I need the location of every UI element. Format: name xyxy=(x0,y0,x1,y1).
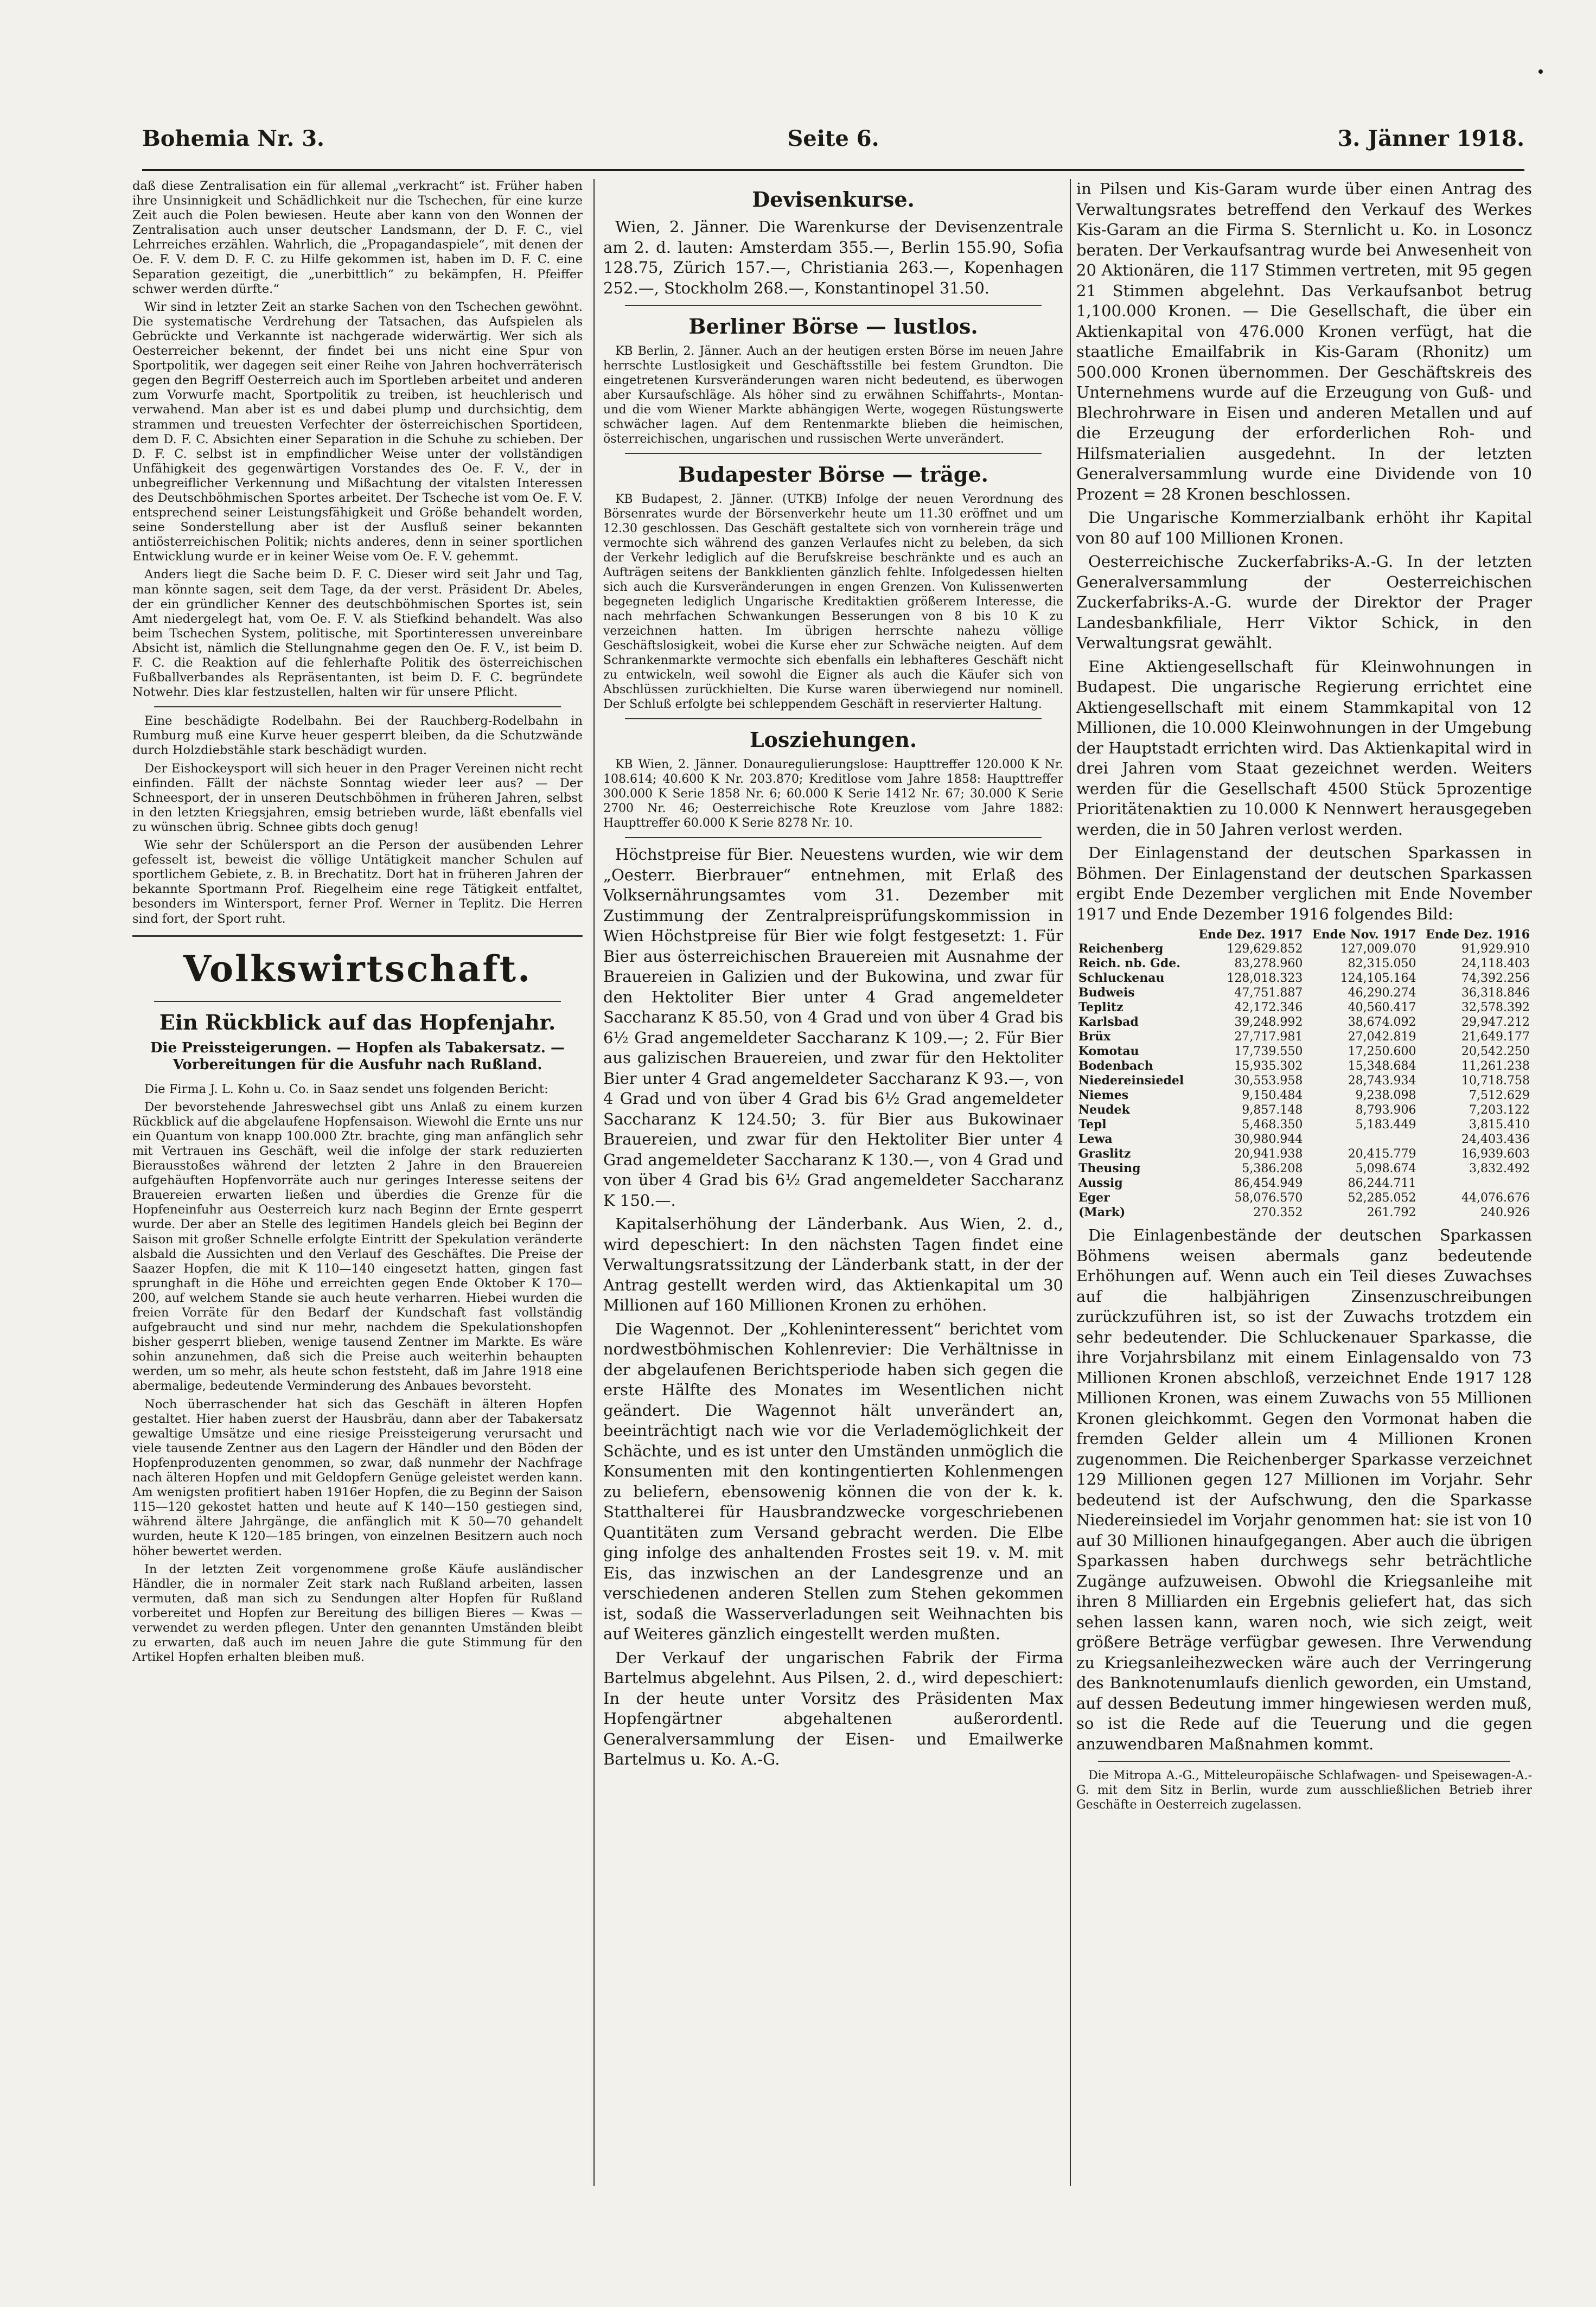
table-row xyxy=(1076,971,1532,986)
article-paragraph: Noch überraschender hat sich das Geschäft in älteren Hopfen gestaltet. Hier haben zuerst der Hausbräu, dann aber der Tabakersatz gewaltige Umsätze und eine riesige Preissteigerung verursacht und viele tausende Zentner aus den Lagern der Händler und den Böden der Hopfenproduzenten genommen, so zwar, daß nunmehr der Nachfrage nach älteren Hopfen und mit Geldopfern Genüge geleistet werden kann. Am wenigsten profitiert haben 1916er Hopfen, die zu Beginn der Saison 115—120 gekostet hatten und heute auf K 140—150 gestiegen sind, während ältere Jahrgänge, die anfänglich mit K 50—70 gehandelt wurden, heute K 120—185 bringen, von einzelnen Besitzern auch noch höher bewertet werden. xyxy=(132,1397,583,1558)
value-cell: 7,512.629 xyxy=(1469,1089,1530,1102)
value-cell: 15,348.684 xyxy=(1348,1059,1416,1073)
value-cell: 7,203.122 xyxy=(1469,1103,1530,1117)
sport-paragraph: Anders liegt die Sache beim D. F. C. Dieser wird seit Jahr und Tag, man könnte sagen, seit dem Tage, da der verst. Präsident Dr. Abeles, der ein gründlicher Kenner des deutschböhmischen Sportes ist, sein Amt niedergelegt hat, vom Oe. F. V. als Stiefkind behandelt. Was also beim Tschechen System, politische, mit Sportinteressen unvereinbare Absicht ist, nämlich die Stellungnahme gegen den Oe. F. V., ist beim D. F. C. die Reaktion auf die fehlerhafte Politik des österreichischen Fußballverbandes als Repräsentanten, ist beim D. F. C. begründete Notwehr. Dies klar festzustellen, halten wir für unsere Pflicht. xyxy=(132,567,583,700)
value-cell: 20,941.938 xyxy=(1234,1147,1303,1161)
sparkassen-intro: Der Einlagenstand der deutschen Sparkassen in Böhmen. Der Einlagenstand der deutschen Sparkassen ergibt Ende Dezember verglichen mit Ende November 1917 und Ende Dezember 1916 folgendes Bild: xyxy=(1076,843,1532,923)
section-heading: Volkswirtschaft. xyxy=(183,947,532,990)
place-cell: Niemes xyxy=(1078,1088,1129,1102)
laenderbank-text: Kapitalserhöhung der Länderbank. Aus Wien, 2. d., wird depeschiert: In den nächsten Tagen findet eine Verwaltungsratssitzung der Länderbank statt, in der der Antrag gestellt werden wird, das Aktienkapital um 30 Millionen auf 160 Millionen Kronen zu erhöhen. xyxy=(603,1215,1063,1314)
value-cell: 38,674.092 xyxy=(1348,1015,1416,1029)
ink-dot xyxy=(1538,69,1543,74)
bier-text: Höchstpreise für Bier. Neuestens wurden, wie wir dem „Oesterr. Bierbrauer“ entnehmen, mit Erlaß des Volksernährungsamtes vom 31. Dezember mit Zustimmung der Zentralpreisprüfungskommission in Wien Höchstpreise für Bier wie folgt festgesetzt: 1. Für Bier aus österreichischen Brauereien mit Ausnahme der Brauereien in Galizien und der Bukowina, und zwar für den Hektoliter Bier unter 4 Grad angemeldeter Saccharanz K 85.50, von 4 Grad und von über 4 Grad bis 6½ Grad angemeldeter Saccharanz K 109.—; 2. Für Bier aus galizischen Brauereien, und zwar für den Hektoliter Bier unter 4 Grad angemeldeter Saccharanz K 93.—, von 4 Grad und von über 4 Grad bis 6½ Grad angemeldeter Saccharanz K 124.50; 3. für Bier aus Bukowinaer Brauereien, und zwar für den Hektoliter Bier unter 4 Grad angemeldeter Saccharanz K 130.—, von 4 Grad und von über 4 Grad bis 6½ Grad angemeldeter Saccharanz K 150.—. xyxy=(603,845,1063,1210)
article-paragraph: In der letzten Zeit vorgenommene große Käufe ausländischer Händler, die in normaler Zeit stark nach Rußland arbeiten, lassen vermuten, daß man sich zu Sendungen alter Hopfen für Rußland vorbereitet und Hopfen zur Bereitung des billigen Bieres — Kwas — verwendet zu werden pflegen. Unter den genannten Umständen bleibt zu erwarten, daß auch im neuen Jahre die gute Stimmung für den Artikel Hopfen erhalten bleiben muß. xyxy=(132,1562,583,1665)
article-paragraph: Die Firma J. L. Kohn u. Co. in Saaz sendet uns folgenden Bericht: xyxy=(144,1082,548,1096)
value-cell: 16,939.603 xyxy=(1461,1147,1530,1161)
kisgaram-text: in Pilsen und Kis-Garam wurde über einen Antrag des Verwaltungsrates betreffend den Verkauf des Werkes Kis-Garam an die Firma S. Sternlicht u. Ko. in Losoncz beraten. Der Verkaufsantrag wurde bei Anwesenheit von 20 Aktionären, die 117 Stimmen vertreten, mit 95 gegen 21 Stimmen abgelehnt. Das Verkaufsanbot betrug 1,100.000 Kronen. — Die Gesellschaft, die über ein Aktienkapital von 476.000 Kronen verfügt, hat die staatliche Emailfabrik in Kis-Garam (Rhonitz) um 500.000 Kronen übernommen. Der Geschäftskreis des Unternehmens wurde auf die Erzeugung von Guß- und Blechrohrware in Eisen und anderen Metallen und auf die Erzeugung der erforderlichen Roh- und Hilfsmaterialien ausgedehnt. In der letzten Generalversammlung wurde eine Dividende von 10 Prozent = 28 Kronen beschlossen. xyxy=(1076,180,1532,503)
value-cell: 261.792 xyxy=(1367,1206,1416,1219)
value-cell: 240.926 xyxy=(1480,1206,1530,1219)
table-row xyxy=(1076,1030,1532,1044)
place-cell: Bodenbach xyxy=(1078,1059,1153,1073)
issue-date: 3. Jänner 1918. xyxy=(1337,126,1524,151)
table-row xyxy=(1076,942,1532,956)
table-row xyxy=(1076,1117,1532,1132)
deposit-table xyxy=(1076,928,1532,1220)
berlin-heading: Berliner Börse — lustlos. xyxy=(688,314,978,338)
article-subtitle: Die Preissteigerungen. — Hopfen als Tabakersatz. — Vorbereitungen für die Ausfuhr nach Rußland. xyxy=(150,1039,565,1073)
header-rule xyxy=(142,169,1524,171)
value-cell: 5,386.208 xyxy=(1242,1162,1303,1175)
place-cell: Komotau xyxy=(1078,1044,1139,1058)
paper-title: Bohemia Nr. 3. xyxy=(142,126,324,151)
separator xyxy=(625,718,1042,719)
table-row xyxy=(1076,1073,1532,1088)
place-cell: Eger xyxy=(1078,1191,1110,1205)
place-cell: Graslitz xyxy=(1078,1147,1131,1161)
value-cell: 29,947.212 xyxy=(1461,1015,1530,1029)
place-cell: Aussig xyxy=(1078,1176,1123,1190)
table-row xyxy=(1076,1161,1532,1176)
column-divider-1 xyxy=(593,179,595,2186)
table-row xyxy=(1076,1176,1532,1191)
value-cell: 47,751.887 xyxy=(1234,986,1303,1000)
separator xyxy=(625,453,1042,454)
value-cell: 30,980.944 xyxy=(1234,1133,1303,1146)
article-title: Ein Rückblick auf das Hopfenjahr. xyxy=(159,1009,556,1034)
place-cell: Niedereinsiedel xyxy=(1078,1073,1184,1088)
value-cell: 10,718.758 xyxy=(1461,1074,1530,1088)
value-cell: 9,857.148 xyxy=(1242,1103,1303,1117)
article-paragraph: Der bevorstehende Jahreswechsel gibt uns Anlaß zu einem kurzen Rückblick auf die abgelaufene Hopfensaison. Wiewohl die Ernte uns nur ein Quantum von knapp 100.000 Ztr. brachte, ging man anfänglich sehr mit Vertrauen ins Geschäft, weil die infolge der stark reduzierten Bierausstoßes während der letzten 2 Jahre in den Brauereien aufgehäuften Hopfenvorräte auch nur geringes Interesse seitens der Brauereien erwarten ließen und überdies die Grenze für die Hopfeneinfuhr aus Oesterreich kurz nach Beginn der Ernte gesperrt wurde. Der aber an Stelle des legitimen Handels gleich bei Beginn der Saison mit großer Schnelle erfolgte Eintritt der Spekulation veränderte alsbald die Aussichten und den Verlauf des Geschäftes. Die Preise der Saazer Hopfen, die mit K 110—140 eingesetzt hatten, gingen fast sprunghaft in die Höhe und erreichten gegen Ende Oktober K 170—200, auf welchem Stande sie auch heute verharren. Hiebei wurden die freien Vorräte für den Bedarf der Kundschaft fast vollständig aufgebraucht und sind nur mehr, nachdem die Spekulationshopfen bisher gesperrt blieben, wenige tausend Zentner im Markte. Es wäre sohin anzunehmen, daß sich die Preise auch weiterhin behaupten werden, um so mehr, als heute schon feststeht, daß im Jahre 1918 eine abermalige, bedeutende Verminderung des Anbaues bevorsteht. xyxy=(132,1100,583,1394)
table-row xyxy=(1076,1000,1532,1015)
devisen-text: Wien, 2. Jänner. Die Warenkurse der Devisenzentrale am 2. d. lauten: Amsterdam 355.—, Berlin 155.90, Sofia 128.75, Zürich 157.—, Christiania 263.—, Kopenhagen 252.—, Stockholm 268.—, Konstantinopel 31.50. xyxy=(603,218,1063,297)
section-rule xyxy=(132,935,583,937)
place-cell: Brüx xyxy=(1078,1030,1111,1044)
value-cell: 11,261.238 xyxy=(1461,1059,1530,1073)
table-row xyxy=(1076,956,1532,971)
value-cell: 20,542.250 xyxy=(1461,1045,1530,1058)
value-cell: 5,468.350 xyxy=(1242,1118,1303,1132)
value-cell: 17,739.550 xyxy=(1234,1045,1303,1058)
value-cell: 28,743.934 xyxy=(1348,1074,1416,1088)
place-cell: Theusing xyxy=(1078,1161,1141,1175)
losz-text: KB Wien, 2. Jänner. Donauregulierungslose: Haupttreffer 120.000 K Nr. 108.614; 40.600 K Nr. 203.870; Kreditlose vom Jahre 1858: Haupttreffer 300.000 K Serie 1858 Nr. 6; 60.000 K Serie 1412 Nr. 67; 30.000 K Serie 2700 Nr. 46; Oesterreichische Rote Kreuzlose vom Jahre 1882: Haupttreffer 60.000 K Serie 8278 Nr. 10. xyxy=(603,758,1063,830)
separator xyxy=(154,706,561,707)
sport-paragraph: Wir sind in letzter Zeit an starke Sachen von den Tschechen gewöhnt. Die systematische Verdrehung der Tatsachen, das Aufspielen als Gebrückte und Verkannte ist nachgerade widerwärtig. Wer sich als Oesterreicher bekennt, der findet bei uns nicht eine Spur von Sportpolitik, wer dagegen seit einer Reihe von Jahren hochverräterisch gegen den Begriff Oesterreich auch im Sportleben arbeitet und anderen zum Vorwurfe macht, Sportpolitik zu treiben, ist heuchlerisch und verwahend. Man aber ist es und dabei plump und durchsichtig, dem strammen und treuesten Verfechter der österreichischen Sportideen, dem D. F. C. Absichten einer Separation in die Schuhe zu schieben. Der D. F. C. selbst ist in empfindlicher Weise unter der vollständigen Unfähigkeit des gegenwärtigen Vorstandes des Oe. F. V., der in unbegreiflicher Verkennung und Mißachtung der vitalsten Interessen des Deutschböhmischen Sportes arbeitet. Der Tscheche ist vom Oe. F. V. entsprechend seiner Leistungsfähigkeit und Größe behandelt worden, seine Sonderstellung aber ist der Ausfluß seiner bekannten antiösterreichischen Politik; nichts anderes, denn in seiner sportlichen Entwicklung wurde er in keiner Weise vom Oe. F. V. gehemmt. xyxy=(132,299,583,564)
value-cell: 9,150.484 xyxy=(1242,1089,1303,1102)
place-cell: (Mark) xyxy=(1078,1205,1126,1219)
value-cell: 5,183.449 xyxy=(1355,1118,1416,1132)
bartelmus-text: Der Verkauf der ungarischen Fabrik der Firma Bartelmus abgelehnt. Aus Pilsen, 2. d., wird depeschiert: In der heute unter Vorsitz des Präsidenten Max Hopfengärtner abgehaltenen außerordentl. Generalversammlung der Eisen- und Emailwerke Bartelmus u. Ko. A.-G. xyxy=(603,1648,1063,1768)
page-number: Seite 6. xyxy=(787,126,879,151)
value-cell: 270.352 xyxy=(1253,1206,1303,1219)
value-cell: 74,392.256 xyxy=(1461,972,1530,985)
budapest-text: KB Budapest, 2. Jänner. (UTKB) Infolge der neuen Verordnung des Börsenrates wurde der Börsenverkehr heute um 11.30 eröffnet und um 12.30 geschlossen. Das Geschäft gestaltete sich von vornherein träge und vermochte sich während des ganzen Verlaufes nicht zu beleben, da sich der Verkehr lediglich auf die Berufskreise beschränkte und es auch an Aufträgen seitens der Bankklienten gänzlich fehlte. Infolgedessen hielten sich auch die Kursveränderungen in engen Grenzen. Von Kulissenwerten begegneten lediglich Ungarische Kreditaktien größerem Interesse, die nach mehrfachen Schwankungen Besserungen von 8 bis 10 K zu verzeichnen hatten. Im übrigen herrschte nahezu völlige Geschäftslosigkeit, wobei die Kurse eher zur Schwäche neigten. Auf dem Schrankenmarkte vermochte sich ebenfalls ein lebhafteres Geschäft nicht zu entwickeln, weil sowohl die Eigner als auch die Käufer sich von Abschlüssen zurückhielten. Die Kurse waren überwiegend nur nominell. Der Schluß erfolgte bei schleppendem Geschäft in reservierter Haltung. xyxy=(603,493,1063,711)
zuckerfabrik-text: Oesterreichische Zuckerfabriks-A.-G. In der letzten Generalversammlung der Oesterreichischen Zuckerfabriks-A.-G. wurde der Direktor der Prager Landesbankfiliale, Herr Viktor Schick, in den Verwaltungsrat gewählt. xyxy=(1076,552,1532,652)
value-cell: 83,278.960 xyxy=(1234,957,1303,970)
place-cell: Schluckenau xyxy=(1078,971,1165,985)
value-cell: 17,250.600 xyxy=(1348,1045,1416,1058)
value-cell: 128,018.323 xyxy=(1227,972,1303,985)
table-row xyxy=(1076,1059,1532,1073)
eishockey-note: Der Eishockeysport will sich heuer in den Prager Vereinen nicht recht einfinden. Fällt der nächste Sonntag wieder leer aus? — Der Schneesport, der in unseren Deutschböhmen in früheren Jahren, selbst in den letzten Kriegsjahren, emsig betrieben wurde, läßt ebenfalls viel zu wünschen übrig. Schnee gibts doch genug! xyxy=(132,761,583,834)
value-cell: 82,315.050 xyxy=(1348,957,1416,970)
mitropa-text: Die Mitropa A.-G., Mitteleuropäische Schlafwagen- und Speisewagen-A.-G. mit dem Sitz in Berlin, wurde zum ausschließlichen Betrieb ihrer Geschäfte in Oesterreich zugelassen. xyxy=(1076,1769,1532,1812)
place-cell: Karlsbad xyxy=(1078,1015,1139,1029)
berlin-text: KB Berlin, 2. Jänner. Auch an der heutigen ersten Börse im neuen Jahre herrschte Lustlosigkeit und Geschäftsstille bei festem Grundton. Die eingetretenen Kursveränderungen waren nicht bedeutend, es überwogen aber Kursaufschläge. Als höher sind zu erwähnen Schiffahrts-, Montan- und die vom Wiener Markte abhängigen Werte, wogegen Rüstungswerte schwächer lagen. Auf dem Rentenmarkte blieben die heimischen, österreichischen, ungarischen und russischen Werte unverändert. xyxy=(603,344,1063,446)
value-cell: 5,098.674 xyxy=(1355,1162,1416,1175)
table-header: Ende Dez. 1917 xyxy=(1198,928,1303,942)
kleinwohnungen-text: Eine Aktiengesellschaft für Kleinwohnungen in Budapest. Die ungarische Regierung errichtet eine Aktiengesellschaft mit einem Stammkapital von 12 Millionen, die 10.000 Kleinwohnungen in der Umgebung der Hauptstadt errichten wird. Das Aktienkapital wird in drei Jahren vom Staat gezeichnet werden. Weiters werden für die Gesellschaft 4500 Stück 5prozentige Prioritätenaktien zu 10.000 K Nennwert herausgegeben werden, die in 50 Jahren verlost werden. xyxy=(1076,657,1532,839)
value-cell: 32,578.392 xyxy=(1461,1001,1530,1014)
value-cell: 58,076.570 xyxy=(1234,1191,1303,1205)
devisen-heading: Devisenkurse. xyxy=(752,187,915,212)
place-cell: Reich. nb. Gde. xyxy=(1078,956,1180,970)
value-cell: 91,929.910 xyxy=(1461,942,1530,956)
schuelersport-note: Wie sehr der Schülersport an die Person der ausübenden Lehrer gefesselt ist, beweist die völlige Untätigkeit mancher Schulen auf sportlichem Gebiete, z. B. in Brechatitz. Dort hat in früheren Jahren der bekannte Sportmann Prof. Riegelheim eine rege Tätigkeit entfaltet, besonders im Wintersport, ferner Prof. Werner in Teplitz. Die Herren sind fort, der Sport ruht. xyxy=(132,838,583,926)
table-row xyxy=(1076,1103,1532,1117)
value-cell: 46,290.274 xyxy=(1348,986,1416,1000)
place-cell: Tepl xyxy=(1078,1117,1107,1132)
separator xyxy=(625,837,1042,838)
value-cell xyxy=(1305,1132,1418,1147)
value-cell xyxy=(1419,1176,1532,1191)
losz-heading: Losziehungen. xyxy=(749,727,917,752)
column-2 xyxy=(603,179,1063,2186)
table-header: Ende Dez. 1916 xyxy=(1426,928,1530,942)
table-header: Ende Nov. 1917 xyxy=(1312,928,1416,942)
separator xyxy=(154,1001,561,1002)
value-cell: 40,560.417 xyxy=(1348,1001,1416,1014)
deposit-table-body xyxy=(1076,942,1532,1220)
value-cell: 24,118.403 xyxy=(1461,957,1530,970)
value-cell: 44,076.676 xyxy=(1461,1191,1530,1205)
place-cell: Lewa xyxy=(1078,1132,1113,1146)
table-row xyxy=(1076,1044,1532,1059)
rodelbahn-note: Eine beschädigte Rodelbahn. Bei der Rauchberg-Rodelbahn in Rumburg muß eine Kurve heuer gesperrt bleiben, da die Schutzwände durch Holzdiebstähle stark beschädigt wurden. xyxy=(132,714,583,758)
value-cell: 36,318.846 xyxy=(1461,986,1530,1000)
value-cell: 24,403.436 xyxy=(1461,1133,1530,1146)
place-cell: Neudek xyxy=(1078,1103,1130,1117)
value-cell: 39,248.992 xyxy=(1234,1015,1303,1029)
table-row xyxy=(1076,1132,1532,1147)
value-cell: 27,042.819 xyxy=(1348,1030,1416,1044)
value-cell: 86,244.711 xyxy=(1348,1177,1416,1190)
value-cell: 86,454.949 xyxy=(1234,1177,1303,1190)
wagennot-text: Die Wagennot. Der „Kohleninteressent“ berichtet vom nordwestböhmischen Kohlenrevier: Die Verhältnisse in der abgelaufenen Berichtsperiode haben sich gegen die erste Hälfte des Monates im Wesentlichen nicht geändert. Die Wagennot hält unverändert an, beeinträchtigt nach wie vor die Verlademöglichkeit der Schächte, und es ist unter den Umständen unmöglich die Konsumenten mit den kontingentierten Kohlenmengen zu beliefern, ebensowenig können die von der k. k. Statthalterei für Hausbrandzwecke vorgeschriebenen Quantitäten zum Versand gebracht werden. Die Elbe ging infolge des anhaltenden Frostes seit 19. v. M. mit Eis, das inzwischen an der Landesgrenze und an verschiedenen anderen Stellen zum Stehen gekommen ist, sodaß die Wasserverladungen seit Weihnachten bis auf Weiteres gänzlich eingestellt werden mußten. xyxy=(603,1319,1063,1643)
value-cell: 129,629.852 xyxy=(1227,942,1303,956)
value-cell: 15,935.302 xyxy=(1234,1059,1303,1073)
sport-paragraph: daß diese Zentralisation ein für allemal „verkracht“ ist. Früher haben ihre Unsinnigkeit und Schädlichkeit nur die Tschechen, für eine kurze Zeit auch die Polen bewiesen. Heute aber kann von den Wonnen der Zentralisation auch unser deutscher Landsmann, der D. F. C., viel Lehrreiches erzählen. Wahrlich, die „Propagandaspiele“, mit denen der Oe. F. V. dem D. F. C. zu Hilfe gekommen ist, haben im D. F. C. eine Separation gezeitigt, die „unerbittlich“ zu bekämpfen, H. Pfeiffer schwer werden dürfte.“ xyxy=(132,179,583,296)
page-header xyxy=(142,126,1524,164)
table-header xyxy=(1076,928,1191,942)
separator xyxy=(1098,1761,1510,1762)
value-cell: 52,285.052 xyxy=(1348,1191,1416,1205)
value-cell: 124,105.164 xyxy=(1340,972,1416,985)
table-row xyxy=(1076,1191,1532,1205)
value-cell: 8,793.906 xyxy=(1355,1103,1416,1117)
separator xyxy=(625,305,1042,306)
value-cell: 27,717.981 xyxy=(1234,1030,1303,1044)
value-cell: 3,815.410 xyxy=(1469,1118,1530,1132)
table-row xyxy=(1076,1015,1532,1030)
column-3 xyxy=(1076,179,1532,2186)
table-row xyxy=(1076,1205,1532,1220)
place-cell: Teplitz xyxy=(1078,1000,1123,1014)
table-row xyxy=(1076,1147,1532,1161)
column-1 xyxy=(132,179,583,2186)
kommerzialbank-text: Die Ungarische Kommerzialbank erhöht ihr Kapital von 80 auf 100 Millionen Kronen. xyxy=(1076,508,1532,547)
value-cell: 42,172.346 xyxy=(1234,1001,1303,1014)
column-divider-2 xyxy=(1070,179,1071,2186)
table-row xyxy=(1076,1088,1532,1103)
value-cell: 9,238.098 xyxy=(1355,1089,1416,1102)
value-cell: 3,832.492 xyxy=(1469,1162,1530,1175)
value-cell: 21,649.177 xyxy=(1461,1030,1530,1044)
table-header-row xyxy=(1076,928,1532,942)
sparkassen-commentary: Die Einlagenbestände der deutschen Sparkassen Böhmens weisen abermals ganz bedeutende Erhöhungen auf. Wenn auch ein Teil dieses Zuwachses auf die halbjährigen Zinsenzuschreibungen zurückzuführen ist, so ist der Zuwachs trotzdem ein sehr bedeutender. Die Schluckenauer Sparkasse, die ihre Vorjahrsbilanz mit einem Einlagensaldo von 73 Millionen Kronen abschloß, verzeichnet Ende 1917 128 Millionen Kronen, was einem Zuwachs von 55 Millionen Kronen gleichkommt. Gegen den Vormonat haben die fremden Gelder allein um 4 Millionen Kronen zugenommen. Die Reichenberger Sparkasse verzeichnet 129 Millionen gegen 127 Millionen im Vorjahr. Sehr bedeutend ist der Aufschwung, den die Sparkasse Niedereinsiedel im Vorjahr genommen hat: sie ist von 10 auf 30 Millionen hinaufgegangen. Aber auch die übrigen Sparkassen haben durchwegs sehr beträchtliche Zugänge aufzuweisen. Obwohl die Kriegsanleihe mit ihren 8 Milliarden ein Ergebnis geliefert hat, das sich sehen lassen kann, waren noch, wie sich zeigt, weit größere Beträge verfügbar gewesen. Ihre Verwendung zu Kriegsanleihezwecken wäre auch der Verringerung des Banknotenumlaufs dienlich geworden, ein Umstand, auf dessen Bedeutung immer hingewiesen werden muß, so ist die Rede auf die Teuerung und die gegen anzuwendbaren Maßnahmen kommt. xyxy=(1076,1226,1532,1753)
table-row xyxy=(1076,986,1532,1000)
budapest-heading: Budapester Börse — träge. xyxy=(678,462,988,487)
value-cell: 127,009.070 xyxy=(1340,942,1416,956)
value-cell: 30,553.958 xyxy=(1234,1074,1303,1088)
place-cell: Reichenberg xyxy=(1078,942,1164,956)
value-cell: 20,415.779 xyxy=(1348,1147,1416,1161)
place-cell: Budweis xyxy=(1078,986,1135,1000)
